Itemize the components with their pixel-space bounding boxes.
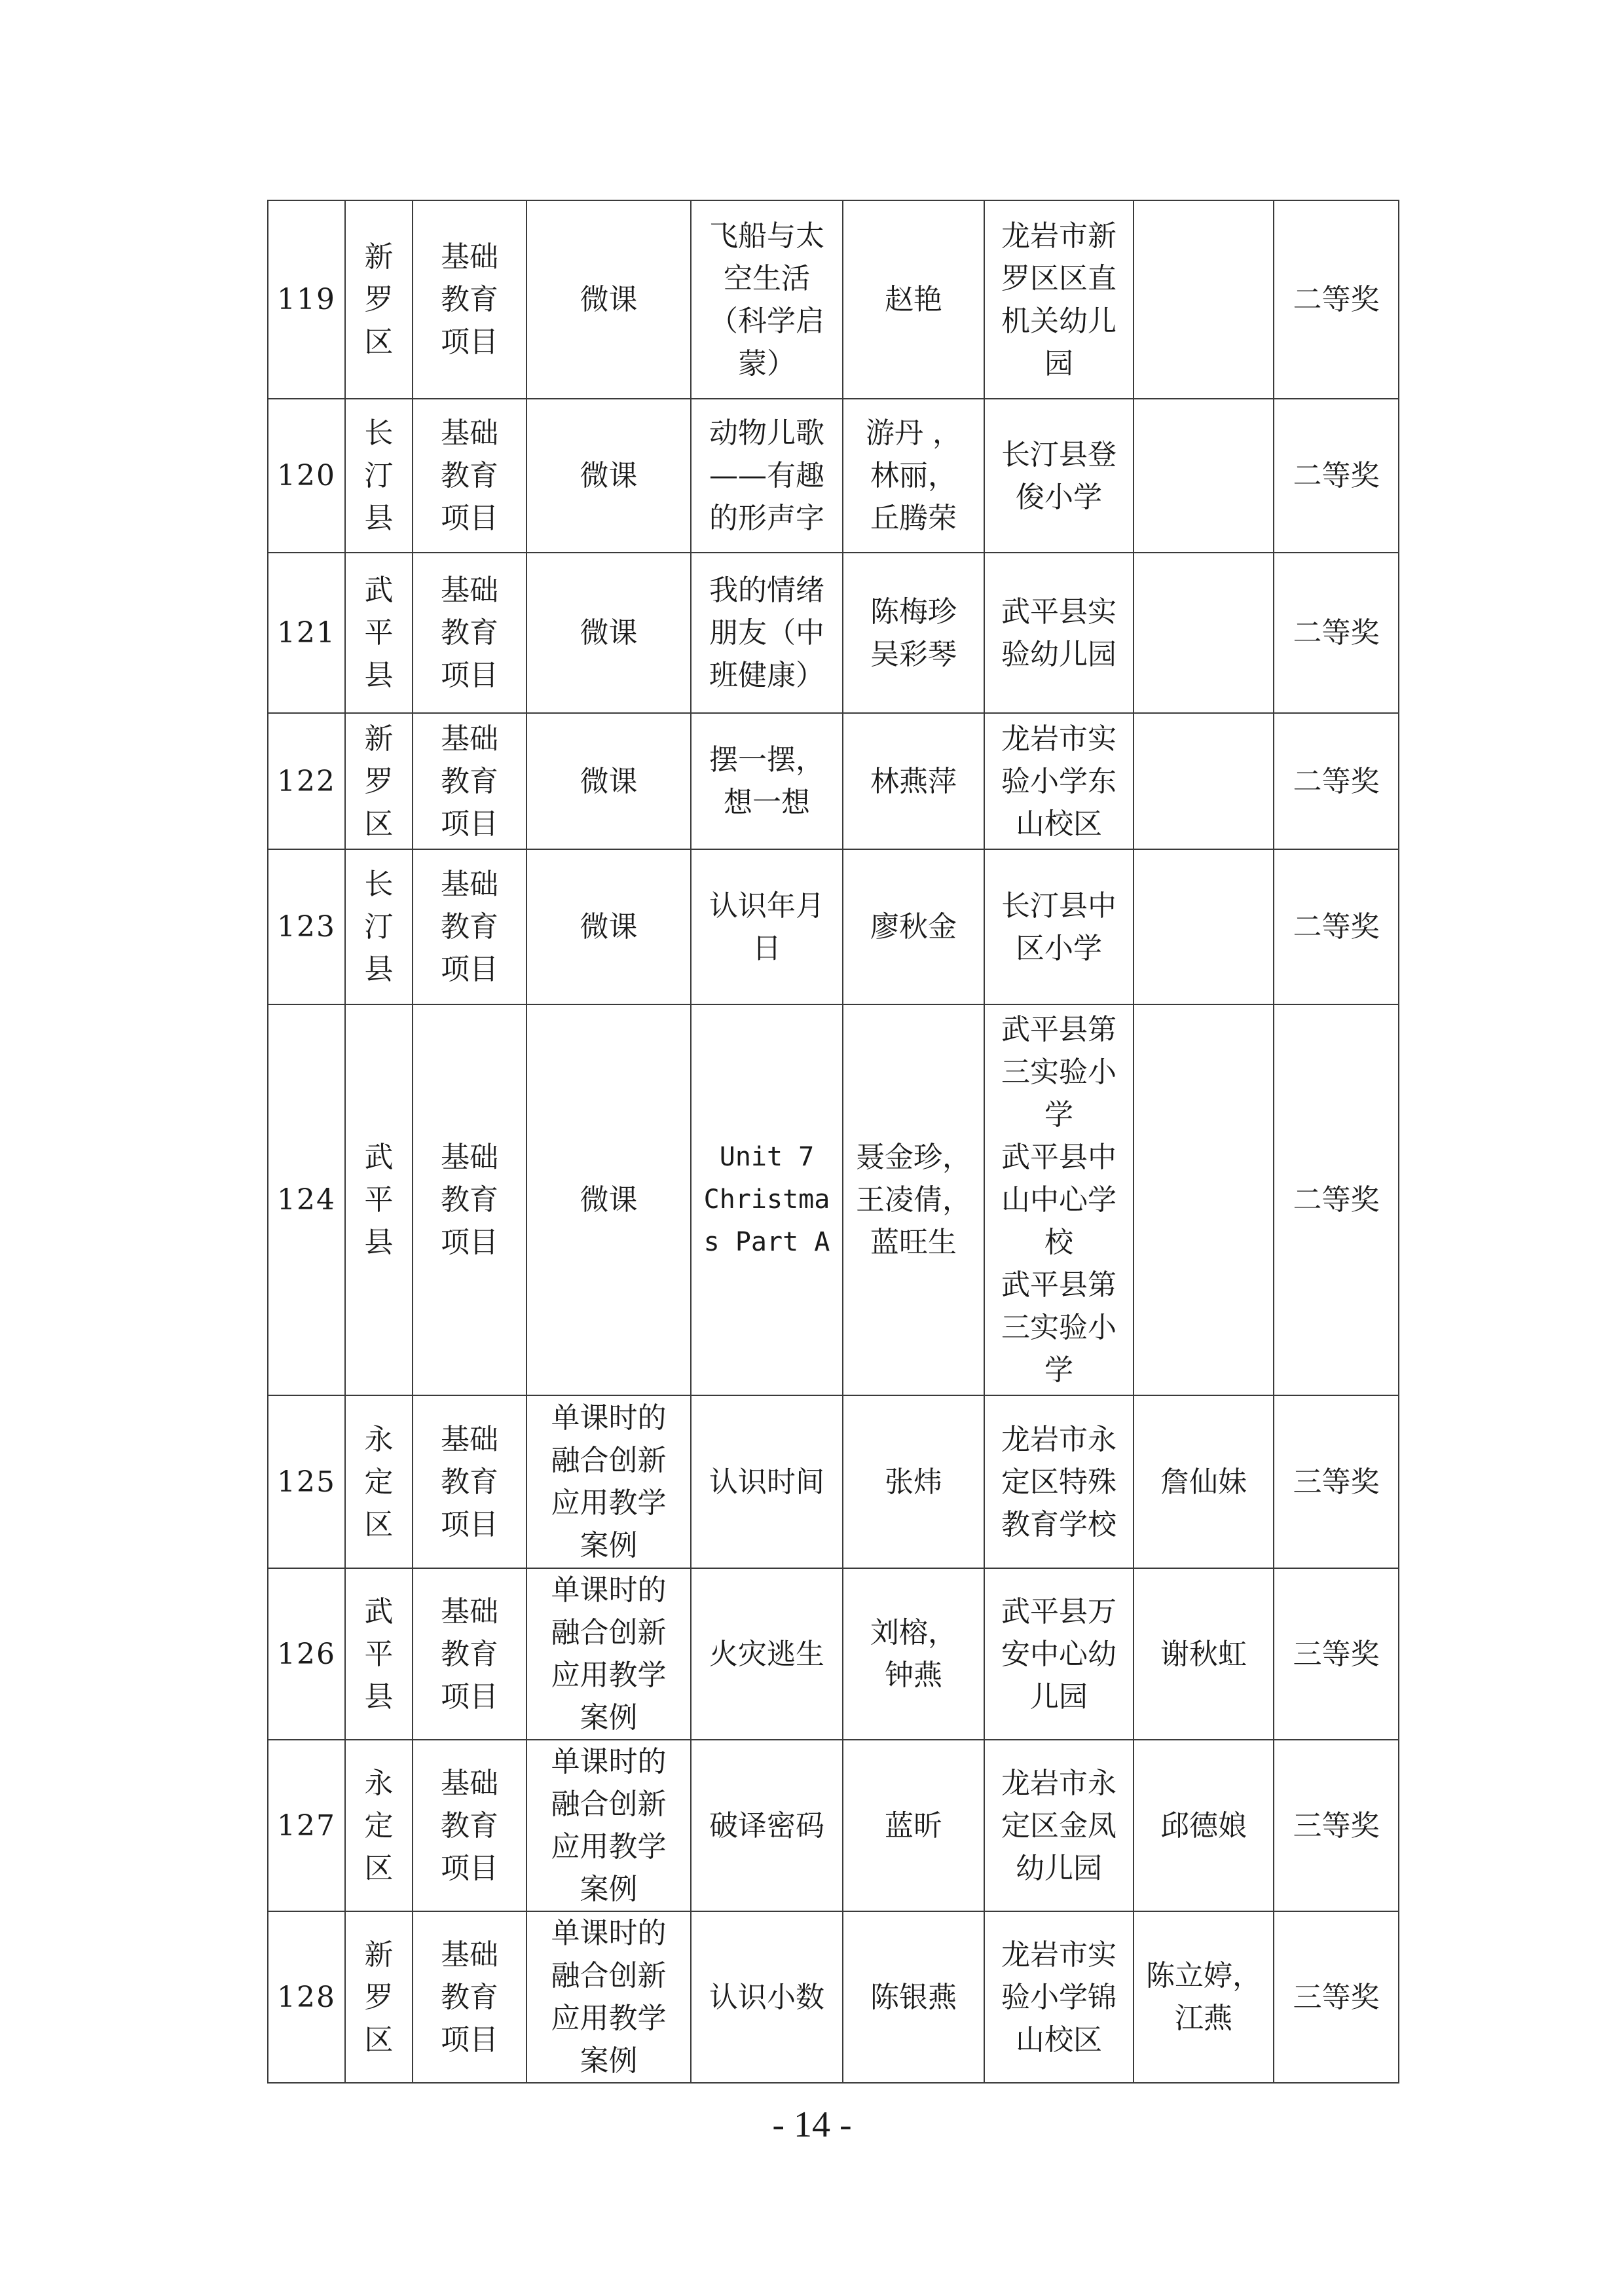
type-cell: 微课 [526, 399, 691, 553]
county-cell: 永 定 区 [345, 1740, 413, 1911]
authors-cell: 张炜 [843, 1395, 984, 1568]
school-cell: 龙岩市新 罗区区直 机关幼儿 园 [984, 200, 1134, 399]
school-cell: 长汀县中 区小学 [984, 849, 1134, 1004]
category-cell: 基础 教育 项目 [413, 1568, 526, 1740]
table-row [268, 713, 1399, 849]
title-cell: 我的情绪 朋友（中 班健康） [691, 553, 843, 713]
advisor-cell: 谢秋虹 [1134, 1568, 1274, 1740]
type-cell: 微课 [526, 553, 691, 713]
category-cell: 基础 教育 项目 [413, 553, 526, 713]
award-cell: 三等奖 [1274, 1395, 1399, 1568]
authors-cell: 聂金珍， 王凌倩， 蓝旺生 [843, 1004, 984, 1395]
award-cell: 三等奖 [1274, 1568, 1399, 1740]
title-cell: 火灾逃生 [691, 1568, 843, 1740]
title-cell: 破译密码 [691, 1740, 843, 1911]
title-text: Unit 7 Christma s Part A [703, 1142, 830, 1257]
county-cell: 新 罗 区 [345, 200, 413, 399]
authors-cell: 赵艳 [843, 200, 984, 399]
category-cell: 基础 教育 项目 [413, 1395, 526, 1568]
county-cell: 长 汀 县 [345, 849, 413, 1004]
type-cell: 单课时的 融合创新 应用教学 案例 [526, 1740, 691, 1911]
row-id: 120 [268, 399, 345, 553]
county-cell: 武 平 县 [345, 1004, 413, 1395]
advisor-cell [1134, 200, 1274, 399]
title-cell: 动物儿歌 ——有趣 的形声字 [691, 399, 843, 553]
row-id: 125 [268, 1395, 345, 1568]
category-cell: 基础 教育 项目 [413, 713, 526, 849]
advisor-cell: 詹仙妹 [1134, 1395, 1274, 1568]
table-row [268, 1568, 1399, 1740]
advisor-cell [1134, 1004, 1274, 1395]
row-id: 121 [268, 553, 345, 713]
title-cell: 飞船与太 空生活 （科学启 蒙） [691, 200, 843, 399]
authors-cell: 陈银燕 [843, 1911, 984, 2083]
table-row [268, 553, 1399, 713]
title-cell: 认识年月 日 [691, 849, 843, 1004]
category-cell: 基础 教育 项目 [413, 1004, 526, 1395]
county-cell: 新 罗 区 [345, 1911, 413, 2083]
type-cell: 单课时的 融合创新 应用教学 案例 [526, 1395, 691, 1568]
award-cell: 二等奖 [1274, 553, 1399, 713]
authors-cell: 陈梅珍 吴彩琴 [843, 553, 984, 713]
type-cell: 微课 [526, 200, 691, 399]
row-id: 124 [268, 1004, 345, 1395]
title-cell: 认识时间 [691, 1395, 843, 1568]
authors-cell: 游丹 ， 林丽， 丘腾荣 [843, 399, 984, 553]
table-row [268, 1004, 1399, 1395]
category-cell: 基础 教育 项目 [413, 849, 526, 1004]
award-cell: 二等奖 [1274, 1004, 1399, 1395]
county-cell: 武 平 县 [345, 553, 413, 713]
award-cell: 三等奖 [1274, 1911, 1399, 2083]
table-row [268, 1911, 1399, 2083]
row-id: 122 [268, 713, 345, 849]
award-cell: 二等奖 [1274, 713, 1399, 849]
table-row [268, 200, 1399, 399]
advisor-cell [1134, 849, 1274, 1004]
category-cell: 基础 教育 项目 [413, 200, 526, 399]
school-cell: 龙岩市永 定区金凤 幼儿园 [984, 1740, 1134, 1911]
advisor-cell: 陈立婷， 江燕 [1134, 1911, 1274, 2083]
type-cell: 微课 [526, 713, 691, 849]
award-cell: 三等奖 [1274, 1740, 1399, 1911]
awards-table [267, 200, 1399, 2084]
title-cell [691, 1004, 843, 1395]
award-cell: 二等奖 [1274, 849, 1399, 1004]
table-row [268, 1740, 1399, 1911]
county-cell: 武 平 县 [345, 1568, 413, 1740]
school-cell: 武平县第 三实验小 学 武平县中 山中心学 校 武平县第 三实验小 学 [984, 1004, 1134, 1395]
category-cell: 基础 教育 项目 [413, 1740, 526, 1911]
type-cell: 单课时的 融合创新 应用教学 案例 [526, 1911, 691, 2083]
authors-cell: 林燕萍 [843, 713, 984, 849]
row-id: 127 [268, 1740, 345, 1911]
advisor-cell [1134, 399, 1274, 553]
school-cell: 龙岩市实 验小学东 山校区 [984, 713, 1134, 849]
advisor-cell [1134, 713, 1274, 849]
table-row [268, 1395, 1399, 1568]
authors-cell: 刘榕， 钟燕 [843, 1568, 984, 1740]
advisor-cell [1134, 553, 1274, 713]
county-cell: 长 汀 县 [345, 399, 413, 553]
award-cell: 二等奖 [1274, 200, 1399, 399]
school-cell: 龙岩市永 定区特殊 教育学校 [984, 1395, 1134, 1568]
title-cell: 摆一摆， 想一想 [691, 713, 843, 849]
school-cell: 武平县万 安中心幼 儿园 [984, 1568, 1134, 1740]
school-cell: 龙岩市实 验小学锦 山校区 [984, 1911, 1134, 2083]
row-id: 119 [268, 200, 345, 399]
title-cell: 认识小数 [691, 1911, 843, 2083]
authors-cell: 蓝昕 [843, 1740, 984, 1911]
county-cell: 永 定 区 [345, 1395, 413, 1568]
type-cell: 微课 [526, 1004, 691, 1395]
type-cell: 单课时的 融合创新 应用教学 案例 [526, 1568, 691, 1740]
row-id: 126 [268, 1568, 345, 1740]
category-cell: 基础 教育 项目 [413, 1911, 526, 2083]
category-cell: 基础 教育 项目 [413, 399, 526, 553]
row-id: 128 [268, 1911, 345, 2083]
school-cell: 武平县实 验幼儿园 [984, 553, 1134, 713]
type-cell: 微课 [526, 849, 691, 1004]
award-cell: 二等奖 [1274, 399, 1399, 553]
school-cell: 长汀县登 俊小学 [984, 399, 1134, 553]
authors-cell: 廖秋金 [843, 849, 984, 1004]
county-cell: 新 罗 区 [345, 713, 413, 849]
table-row [268, 399, 1399, 553]
table-row [268, 849, 1399, 1004]
advisor-cell: 邱德娘 [1134, 1740, 1274, 1911]
page-number: - 14 - [772, 2104, 852, 2145]
row-id: 123 [268, 849, 345, 1004]
